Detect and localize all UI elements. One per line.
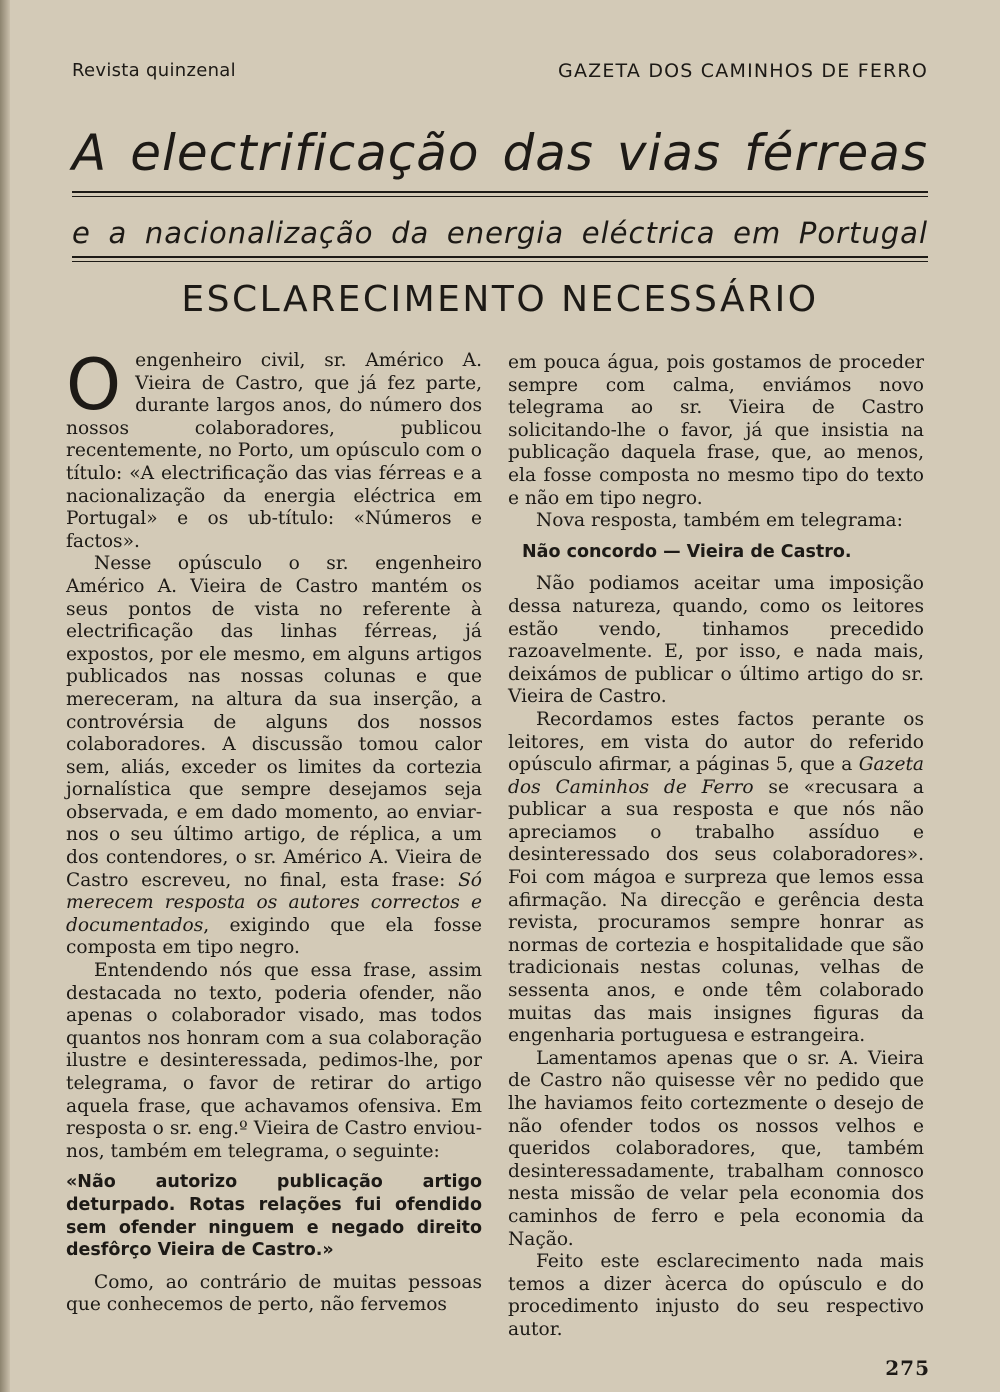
paragraph-4: Como, ao contrário de muitas pessoas que conhecemos de perto, não fervemos	[66, 1271, 482, 1316]
paragraph-6: Nova resposta, também em telegrama:	[536, 510, 903, 532]
telegram-quote: «Não autorizo publicação artigo deturpado. Rotas relações fui ofendido sem ofender ninguem e negado direito desfôrço Vieira de Castro.»	[66, 1172, 482, 1261]
paragraph-3: Entendendo nós que essa frase, assim destacada no texto, poderia ofender, não apenas o colaborador visado, mas todos quantos nos honram com a sua colaboração ilustre e desinteressada, pedimos-lhe, por telegrama, o favor de retirar do artigo aquela frase, que achavamos ofensiva. Em resposta o sr. eng.º Vieira de Castro enviou-nos, também em telegrama, o seguinte:	[66, 960, 482, 1162]
page-number: 275	[885, 1356, 930, 1380]
section-heading: ESCLARECIMENTO NECESSÁRIO	[181, 279, 819, 320]
paragraph-8	[508, 709, 924, 1048]
paragraph-2-italic: Só merecem resposta os autores correctos e documentados	[66, 869, 482, 936]
page-edge-shadow	[0, 0, 10, 1392]
title-rule	[72, 191, 928, 193]
paragraph-2	[66, 553, 482, 960]
header-left: Revista quinzenal	[72, 60, 236, 81]
paragraph-2-end: , exigindo que ela fosse composta em tipo negro.	[66, 914, 482, 959]
running-header	[72, 60, 928, 90]
paragraph-2-text: Nesse opúsculo o sr. engenheiro Américo A. Vieira de Castro mantém os seus pontos de vista no referente à electrificação das linhas férreas, já expostos, por ele mesmo, em alguns artigos publicados nas nossas colunas e que mereceram, na altura da sua inserção, a controvérsia de alguns dos nossos colaboradores. A discussão tomou calor sem, aliás, exceder os limites da cortezia jornalística que sempre desejamos seja observada, e em dado momento, ao enviar-nos o seu último artigo, de réplica, a um dos contendores, o sr. Américo A. Vieira de Castro escreveu, no final, esta frase:	[66, 553, 482, 891]
paragraph-1-text: engenheiro civil, sr. Américo A. Vieira de Castro, que já fez parte, durante largos anos, do número dos nossos colaboradores, publicou recentemente, no Porto, um opúsculo com o título: «A electrificação das vias férreas e a nacionalização da energia eléctrica em Portugal» e os ub-título: «Números e factos».	[66, 350, 482, 552]
paragraph-8-text: Recordamos estes factos perante os leitores, em vista do autor do referido opúsculo afirmar, a páginas 5, que a	[508, 708, 924, 776]
paragraph-9: Lamentamos apenas que o sr. A. Vieira de Castro não quisesse vêr no pedido que lhe haviamos feito cortezmente o desejo de não ofender todos os nossos velhos e queridos colaboradores, que, também desinteressadamente, trabalham connosco nesta missão de velar pela economia dos caminhos de ferro e pela economia da Nação.	[508, 1047, 924, 1250]
paragraph-7: Não podiamos aceitar uma imposição dessa natureza, quando, como os leitores estão vendo, tinhamos precedido razoavelmente. E, por isso, e nada mais, deixámos de publicar o último artigo do sr. Vieira de Castro.	[508, 573, 924, 708]
paragraph-10: Feito este esclarecimento nada mais temos a dizer àcerca do opúsculo e do procedimento injusto do seu respectivo autor.	[508, 1251, 924, 1340]
title-rule-thin	[72, 196, 928, 197]
subtitle-rule	[72, 256, 928, 258]
drop-cap: O	[66, 344, 122, 426]
right-column	[508, 352, 924, 1342]
article-title: A electrificação das vias férreas	[72, 124, 928, 182]
paragraph-8-end: se «recusara a publicar a sua resposta e que nós não apreciamos o trabalho assíduo e desinteressado dos seus colaboradores». Foi com mágoa e surpreza que lemos essa afirmação. Na direcção e gerência desta revista, procuramos sempre honrar as normas de cortezia e hospitalidade que são tradicionais nestas colunas, velhas de sessenta anos, e onde têm colaborado muitas das mais insignes figuras da engenharia portuguesa e estrangeira.	[508, 776, 924, 1047]
paragraph-5: em pouca água, pois gostamos de proceder sempre com calma, enviámos novo telegrama ao sr. Vieira de Castro solicitando-lhe o favor, já que insistia na publicação daquela frase, que, ao menos, ela fosse composta no mesmo tipo do texto e não em tipo negro.	[508, 352, 924, 509]
article-subtitle: e a nacionalização da energia eléctrica em Portugal	[72, 216, 928, 250]
telegram-reply: Não concordo — Vieira de Castro.	[522, 541, 852, 562]
subtitle-rule-thin	[72, 261, 928, 262]
header-right: GAZETA DOS CAMINHOS DE FERRO	[558, 60, 928, 82]
paragraph-8-italic: Gazeta dos Caminhos de Ferro	[508, 754, 924, 798]
paragraph-1	[66, 344, 482, 553]
left-column	[66, 344, 482, 1317]
